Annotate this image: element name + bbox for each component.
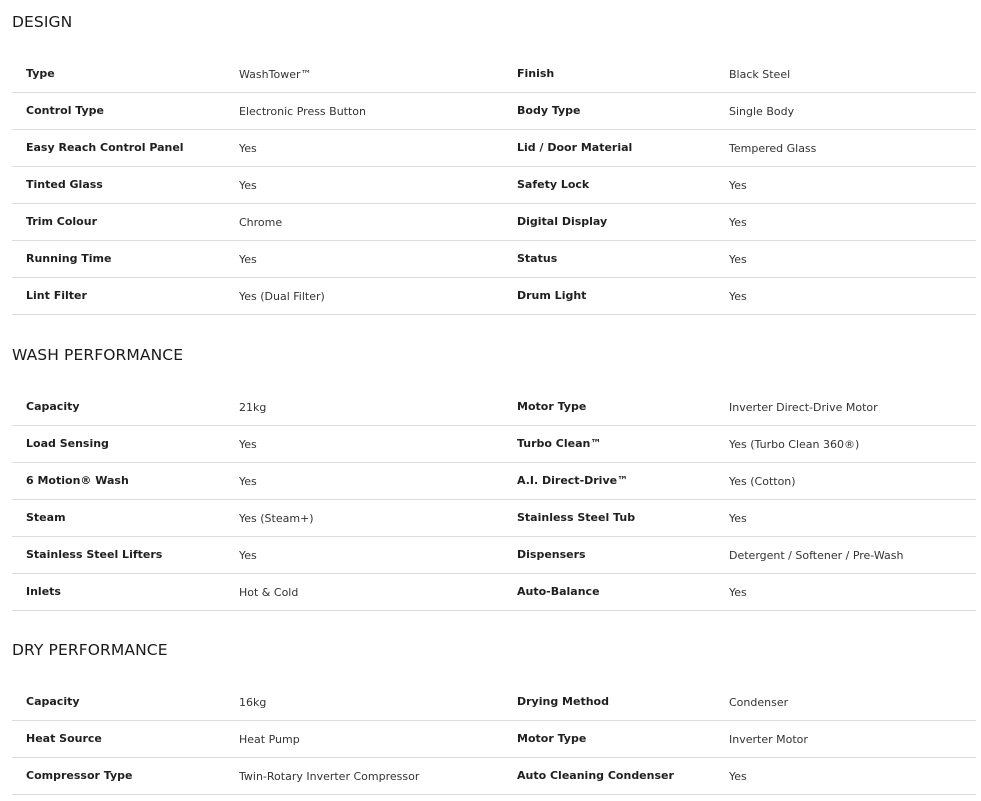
spec-label: Lid / Door Material [517,141,633,154]
spec-value: Chrome [239,216,283,229]
spec-value: Heat Pump [239,733,300,746]
spec-label: 6 Motion® Wash [26,474,129,487]
spec-label: Stainless Steel Tub [517,511,636,524]
spec-row [12,758,976,795]
spec-value: Yes [239,253,257,266]
spec-value: Inverter Direct-Drive Motor [729,401,878,414]
spec-value: Black Steel [729,68,791,81]
spec-label: Load Sensing [26,437,109,450]
spec-row [12,93,976,130]
spec-label: Inlets [26,585,61,598]
spec-label: A.I. Direct-Drive™ [517,474,629,487]
spec-row [12,574,976,611]
spec-value: 16kg [239,696,267,709]
spec-label: Status [517,252,558,265]
spec-row [12,167,976,204]
spec-value: Yes (Turbo Clean 360®) [729,438,860,451]
spec-row [12,241,976,278]
spec-value: Yes (Cotton) [729,475,796,488]
spec-label: Trim Colour [26,215,97,228]
spec-row [12,684,976,721]
spec-label: Auto Cleaning Condenser [517,769,674,782]
spec-label: Compressor Type [26,769,133,782]
spec-label: Turbo Clean™ [517,437,602,450]
spec-label: Control Type [26,104,105,117]
spec-label: Finish [517,67,555,80]
spec-row [12,721,976,758]
spec-value: Tempered Glass [729,142,817,155]
spec-label: Motor Type [517,732,587,745]
spec-value: Yes [729,179,747,192]
spec-label: Type [26,67,55,80]
spec-row [12,463,976,500]
spec-row [12,426,976,463]
spec-label: Digital Display [517,215,608,228]
section-wash-performance [12,343,976,611]
spec-label: Heat Source [26,732,102,745]
spec-row [12,500,976,537]
spec-row [12,278,976,315]
spec-value: WashTower™ [239,68,312,81]
spec-row [12,389,976,426]
spec-value: 21kg [239,401,267,414]
spec-value: Yes (Steam+) [239,512,314,525]
section-title: DESIGN [12,13,73,31]
spec-table [12,56,976,315]
spec-label: Stainless Steel Lifters [26,548,163,561]
spec-label: Steam [26,511,66,524]
spec-label: Motor Type [517,400,587,413]
spec-value: Yes [239,142,257,155]
spec-label: Capacity [26,695,80,708]
spec-label: Drum Light [517,289,587,302]
spec-value: Yes [239,438,257,451]
spec-table [12,389,976,611]
spec-label: Safety Lock [517,178,590,191]
spec-value: Yes [729,290,747,303]
spec-value: Yes [729,512,747,525]
spec-value: Inverter Motor [729,733,808,746]
spec-value: Yes (Dual Filter) [239,290,325,303]
section-title: DRY PERFORMANCE [12,641,168,659]
spec-value: Detergent / Softener / Pre-Wash [729,549,904,562]
section-title: WASH PERFORMANCE [12,346,184,364]
spec-label: Auto-Balance [517,585,600,598]
spec-value: Yes [239,475,257,488]
spec-table [12,684,976,795]
spec-value: Hot & Cold [239,586,299,599]
spec-row [12,130,976,167]
spec-value: Condenser [729,696,789,709]
spec-value: Yes [729,770,747,783]
spec-value: Yes [239,549,257,562]
spec-value: Yes [729,216,747,229]
section-dry-performance [12,638,976,795]
spec-label: Dispensers [517,548,586,561]
spec-label: Tinted Glass [26,178,103,191]
spec-label: Drying Method [517,695,609,708]
spec-row [12,537,976,574]
spec-row [12,56,976,93]
spec-value: Yes [729,253,747,266]
spec-value: Electronic Press Button [239,105,367,118]
section-design [12,10,976,315]
spec-label: Body Type [517,104,581,117]
spec-value: Twin-Rotary Inverter Compressor [239,770,420,783]
spec-label: Lint Filter [26,289,87,302]
spec-label: Running Time [26,252,112,265]
spec-value: Yes [239,179,257,192]
spec-row [12,204,976,241]
spec-value: Single Body [729,105,795,118]
spec-value: Yes [729,586,747,599]
spec-label: Easy Reach Control Panel [26,141,184,154]
spec-label: Capacity [26,400,80,413]
